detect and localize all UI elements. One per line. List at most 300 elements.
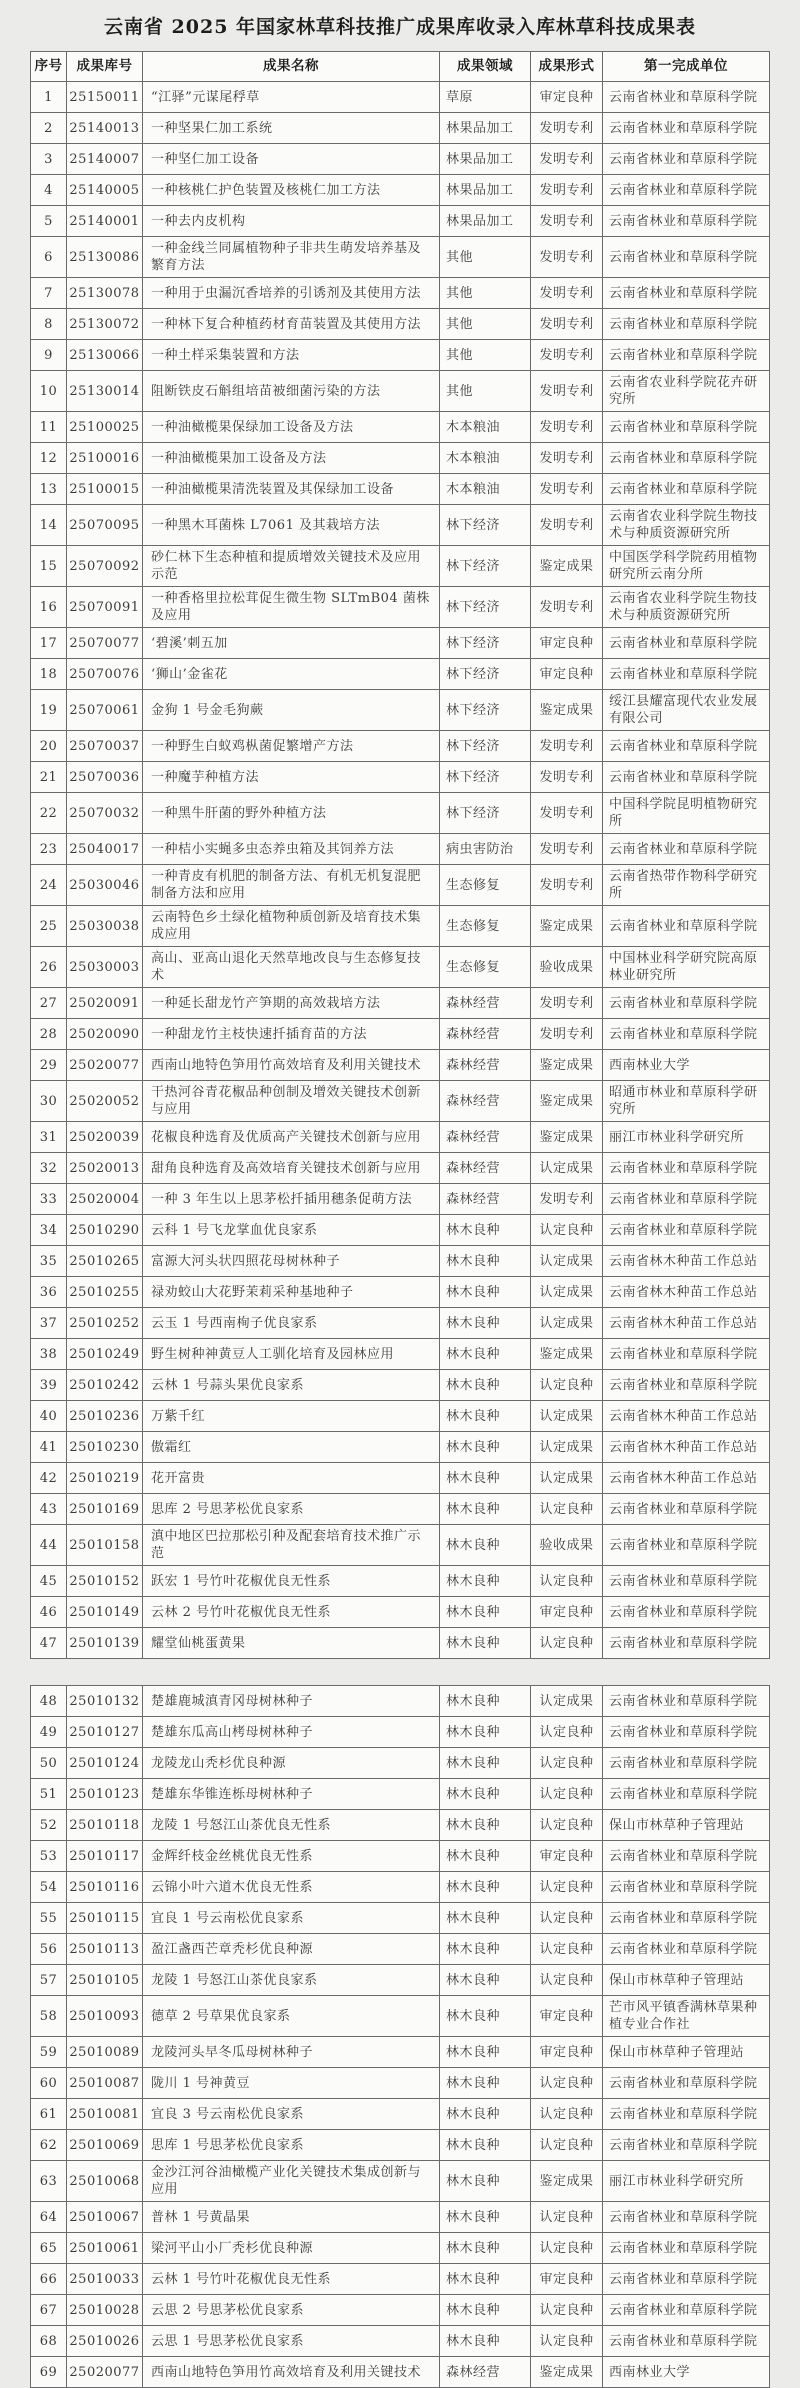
achievement-field: 森林经营 (440, 1050, 531, 1081)
record-id: 25010028 (67, 2295, 143, 2326)
table-row (31, 1370, 770, 1401)
row-index: 5 (31, 206, 67, 237)
achievement-name: 一种油橄榄果清洗装置及其保绿加工设备 (143, 474, 440, 505)
achievement-field: 森林经营 (440, 1081, 531, 1122)
row-index: 48 (31, 1686, 67, 1717)
record-id: 25140001 (67, 206, 143, 237)
row-index: 58 (31, 1996, 67, 2037)
col-header-achievement-name: 成果名称 (143, 52, 440, 82)
col-header-row-index: 序号 (31, 52, 67, 82)
first-completing-unit: 芒市风平镇香满林草果种植专业合作社 (603, 1996, 770, 2037)
row-index: 23 (31, 834, 67, 865)
achievement-name: 一种林下复合种植药材育苗装置及其使用方法 (143, 309, 440, 340)
achievement-form: 认定成果 (531, 1308, 603, 1339)
table-row (31, 113, 770, 144)
achievement-name: 一种去内皮机构 (143, 206, 440, 237)
achievement-name: 一种野生白蚁鸡枞菌促繁增产方法 (143, 731, 440, 762)
row-index: 69 (31, 2357, 67, 2388)
achievement-form: 认定良种 (531, 1934, 603, 1965)
first-completing-unit: 云南省林业和草原科学院 (603, 1494, 770, 1525)
achievement-name: ‘碧溪’刺五加 (143, 628, 440, 659)
achievement-form: 审定良种 (531, 82, 603, 113)
table-row (31, 278, 770, 309)
achievement-field: 林木良种 (440, 1965, 531, 1996)
table-row (31, 1965, 770, 1996)
record-id: 25010089 (67, 2037, 143, 2068)
achievement-name: 金辉纤枝金丝桃优良无性系 (143, 1841, 440, 1872)
table-row (31, 82, 770, 113)
row-index: 1 (31, 82, 67, 113)
first-completing-unit: 云南省林业和草原科学院 (603, 1184, 770, 1215)
first-completing-unit: 云南省林业和草原科学院 (603, 731, 770, 762)
row-index: 10 (31, 371, 67, 412)
achievement-field: 林木良种 (440, 1934, 531, 1965)
record-id: 25010123 (67, 1779, 143, 1810)
table-row (31, 762, 770, 793)
row-index: 15 (31, 546, 67, 587)
achievement-form: 认定良种 (531, 2295, 603, 2326)
table-row (31, 1996, 770, 2037)
record-id: 25010115 (67, 1903, 143, 1934)
achievement-name: 龙陵 1 号怒江山茶优良无性系 (143, 1810, 440, 1841)
achievement-field: 林木良种 (440, 1339, 531, 1370)
record-id: 25070092 (67, 546, 143, 587)
record-id: 25150011 (67, 82, 143, 113)
record-id: 25010242 (67, 1370, 143, 1401)
achievement-form: 发明专利 (531, 175, 603, 206)
record-id: 25010087 (67, 2068, 143, 2099)
achievement-form: 发明专利 (531, 587, 603, 628)
achievement-field: 林木良种 (440, 2202, 531, 2233)
row-index: 55 (31, 1903, 67, 1934)
achievement-name: ‘狮山’金雀花 (143, 659, 440, 690)
row-index: 38 (31, 1339, 67, 1370)
row-index: 67 (31, 2295, 67, 2326)
table-row (31, 340, 770, 371)
row-index: 8 (31, 309, 67, 340)
achievement-name: 楚雄东华锥连栎母树林种子 (143, 1779, 440, 1810)
achievement-form: 认定成果 (531, 1153, 603, 1184)
row-index: 31 (31, 1122, 67, 1153)
row-index: 11 (31, 412, 67, 443)
first-completing-unit: 云南省农业科学院生物技术与种质资源研究所 (603, 587, 770, 628)
achievement-form: 认定良种 (531, 1628, 603, 1659)
achievement-form: 认定良种 (531, 1779, 603, 1810)
first-completing-unit: 云南省林业和草原科学院 (603, 2233, 770, 2264)
record-id: 25070036 (67, 762, 143, 793)
achievement-field: 木本粮油 (440, 412, 531, 443)
achievement-name: 思库 1 号思茅松优良家系 (143, 2130, 440, 2161)
table-row (31, 1401, 770, 1432)
first-completing-unit: 西南林业大学 (603, 1050, 770, 1081)
achievement-field: 其他 (440, 237, 531, 278)
row-index: 30 (31, 1081, 67, 1122)
achievement-name: 一种坚果仁加工系统 (143, 113, 440, 144)
achievement-name: 宜良 3 号云南松优良家系 (143, 2099, 440, 2130)
achievement-form: 发明专利 (531, 505, 603, 546)
achievement-name: 西南山地特色笋用竹高效培育及利用关键技术 (143, 2357, 440, 2388)
record-id: 25010116 (67, 1872, 143, 1903)
achievement-name: 野生树种神黄豆人工驯化培育及园林应用 (143, 1339, 440, 1370)
achievement-form: 认定良种 (531, 2068, 603, 2099)
table-header (31, 52, 770, 82)
achievement-name: 禄劝蛟山大花野茉莉采种基地种子 (143, 1277, 440, 1308)
achievement-name: 甜角良种选育及高效培育关键技术创新与应用 (143, 1153, 440, 1184)
first-completing-unit: 云南省林业和草原科学院 (603, 340, 770, 371)
table-row (31, 1686, 770, 1717)
table-row (31, 1748, 770, 1779)
table-row (31, 1184, 770, 1215)
row-index: 21 (31, 762, 67, 793)
achievement-name: 梁河平山小厂秃杉优良种源 (143, 2233, 440, 2264)
table-row (31, 1934, 770, 1965)
record-id: 25010093 (67, 1996, 143, 2037)
first-completing-unit: 保山市林草种子管理站 (603, 1965, 770, 1996)
record-id: 25030003 (67, 947, 143, 988)
table-row (31, 1872, 770, 1903)
achievement-field: 林木良种 (440, 2068, 531, 2099)
record-id: 25070095 (67, 505, 143, 546)
first-completing-unit: 云南省林业和草原科学院 (603, 2264, 770, 2295)
table-row (31, 1308, 770, 1339)
table-row (31, 144, 770, 175)
achievement-field: 林木良种 (440, 1841, 531, 1872)
first-completing-unit: 云南省农业科学院花卉研究所 (603, 371, 770, 412)
achievement-field: 林木良种 (440, 1717, 531, 1748)
first-completing-unit: 云南省林业和草原科学院 (603, 144, 770, 175)
achievement-name: 一种青皮有机肥的制备方法、有机无机复混肥制备方法和应用 (143, 865, 440, 906)
achievement-form: 发明专利 (531, 1184, 603, 1215)
row-index: 62 (31, 2130, 67, 2161)
achievement-name: “江驿”元谋尾稃草 (143, 82, 440, 113)
record-id: 25010219 (67, 1463, 143, 1494)
achievement-name: 一种桔小实蝇多虫态养虫箱及其饲养方法 (143, 834, 440, 865)
achievement-field: 林木良种 (440, 2326, 531, 2357)
record-id: 25010061 (67, 2233, 143, 2264)
record-id: 25010249 (67, 1339, 143, 1370)
table-row (31, 2161, 770, 2202)
table-row (31, 988, 770, 1019)
first-completing-unit: 云南省林业和草原科学院 (603, 2130, 770, 2161)
table-row (31, 1597, 770, 1628)
first-completing-unit: 云南省林业和草原科学院 (603, 762, 770, 793)
record-id: 25140013 (67, 113, 143, 144)
achievement-form: 鉴定成果 (531, 1081, 603, 1122)
achievement-form: 鉴定成果 (531, 1122, 603, 1153)
table-row (31, 1903, 770, 1934)
achievement-name: 云林 2 号竹叶花椒优良无性系 (143, 1597, 440, 1628)
first-completing-unit: 昭通市林业和草原科学研究所 (603, 1081, 770, 1122)
achievement-form: 鉴定成果 (531, 2357, 603, 2388)
row-index: 25 (31, 906, 67, 947)
row-index: 52 (31, 1810, 67, 1841)
table-row (31, 731, 770, 762)
achievement-name: 一种核桃仁护色装置及核桃仁加工方法 (143, 175, 440, 206)
achievement-form: 认定良种 (531, 2202, 603, 2233)
record-id: 25010236 (67, 1401, 143, 1432)
achievement-name: 一种 3 年生以上思茅松扦插用穗条促萌方法 (143, 1184, 440, 1215)
row-index: 35 (31, 1246, 67, 1277)
achievement-name: 云南特色乡土绿化植物种质创新及培育技术集成应用 (143, 906, 440, 947)
first-completing-unit: 丽江市林业科学研究所 (603, 2161, 770, 2202)
row-index: 50 (31, 1748, 67, 1779)
table-row (31, 2130, 770, 2161)
row-index: 56 (31, 1934, 67, 1965)
first-completing-unit: 云南省林木种苗工作总站 (603, 1246, 770, 1277)
table-row (31, 947, 770, 988)
table-row (31, 412, 770, 443)
record-id: 25010152 (67, 1566, 143, 1597)
row-index: 6 (31, 237, 67, 278)
achievement-name: 云思 1 号思茅松优良家系 (143, 2326, 440, 2357)
table-row (31, 546, 770, 587)
achievement-field: 林下经济 (440, 628, 531, 659)
first-completing-unit: 云南省林业和草原科学院 (603, 1370, 770, 1401)
record-id: 25010124 (67, 1748, 143, 1779)
table-row (31, 1810, 770, 1841)
table-row (31, 1432, 770, 1463)
achievement-name: 思库 2 号思茅松优良家系 (143, 1494, 440, 1525)
record-id: 25010113 (67, 1934, 143, 1965)
achievement-form: 鉴定成果 (531, 1339, 603, 1370)
first-completing-unit: 保山市林草种子管理站 (603, 1810, 770, 1841)
row-index: 20 (31, 731, 67, 762)
first-completing-unit: 云南省农业科学院生物技术与种质资源研究所 (603, 505, 770, 546)
table-body-part-2 (31, 1686, 770, 2388)
row-index: 12 (31, 443, 67, 474)
row-index: 49 (31, 1717, 67, 1748)
row-index: 37 (31, 1308, 67, 1339)
first-completing-unit: 云南省林业和草原科学院 (603, 1597, 770, 1628)
achievement-field: 林木良种 (440, 1432, 531, 1463)
achievement-field: 林木良种 (440, 2161, 531, 2202)
page-title: 云南省 2025 年国家林草科技推广成果库收录入库林草科技成果表 (103, 16, 697, 38)
row-index: 34 (31, 1215, 67, 1246)
table-section-gap (0, 1659, 800, 1685)
achievement-form: 认定成果 (531, 1401, 603, 1432)
first-completing-unit: 云南省林业和草原科学院 (603, 309, 770, 340)
achievement-name: 宜良 1 号云南松优良家系 (143, 1903, 440, 1934)
achievement-form: 认定成果 (531, 1246, 603, 1277)
achievement-field: 林木良种 (440, 1779, 531, 1810)
achievement-name: 砂仁林下生态种植和提质增效关键技术及应用示范 (143, 546, 440, 587)
achievement-field: 其他 (440, 278, 531, 309)
achievement-form: 认定良种 (531, 1872, 603, 1903)
achievement-name: 龙陵河头早冬瓜母树林种子 (143, 2037, 440, 2068)
achievement-field: 林木良种 (440, 2130, 531, 2161)
achievement-form: 鉴定成果 (531, 690, 603, 731)
table-body-part-1 (31, 82, 770, 1659)
record-id: 25020052 (67, 1081, 143, 1122)
first-completing-unit: 云南省林业和草原科学院 (603, 2068, 770, 2099)
achievement-form: 认定良种 (531, 2099, 603, 2130)
first-completing-unit: 丽江市林业科学研究所 (603, 1122, 770, 1153)
achievement-field: 林木良种 (440, 1628, 531, 1659)
record-id: 25040017 (67, 834, 143, 865)
achievement-name: 金沙江河谷油橄榄产业化关键技术集成创新与应用 (143, 2161, 440, 2202)
achievement-name: 一种香格里拉松茸促生微生物 SLTmB04 菌株及应用 (143, 587, 440, 628)
achievement-form: 认定良种 (531, 2326, 603, 2357)
first-completing-unit: 云南省林业和草原科学院 (603, 1339, 770, 1370)
record-id: 25100015 (67, 474, 143, 505)
achievement-field: 林木良种 (440, 1277, 531, 1308)
record-id: 25010139 (67, 1628, 143, 1659)
first-completing-unit: 绥江县耀富现代农业发展有限公司 (603, 690, 770, 731)
row-index: 29 (31, 1050, 67, 1081)
achievement-form: 审定良种 (531, 1597, 603, 1628)
first-completing-unit: 云南省林业和草原科学院 (603, 1019, 770, 1050)
achievement-form: 鉴定成果 (531, 546, 603, 587)
table-row (31, 628, 770, 659)
achievement-form: 发明专利 (531, 206, 603, 237)
row-index: 53 (31, 1841, 67, 1872)
achievement-name: 花椒良种选育及优质高产关键技术创新与应用 (143, 1122, 440, 1153)
row-index: 61 (31, 2099, 67, 2130)
record-id: 25010132 (67, 1686, 143, 1717)
record-id: 25010069 (67, 2130, 143, 2161)
achievement-field: 森林经营 (440, 1019, 531, 1050)
row-index: 40 (31, 1401, 67, 1432)
table-row (31, 175, 770, 206)
col-header-record-id: 成果库号 (67, 52, 143, 82)
row-index: 2 (31, 113, 67, 144)
row-index: 64 (31, 2202, 67, 2233)
first-completing-unit: 中国林业科学研究院高原林业研究所 (603, 947, 770, 988)
row-index: 17 (31, 628, 67, 659)
achievement-name: 西南山地特色笋用竹高效培育及利用关键技术 (143, 1050, 440, 1081)
row-index: 39 (31, 1370, 67, 1401)
achievement-field: 林木良种 (440, 1748, 531, 1779)
achievement-form: 认定良种 (531, 2233, 603, 2264)
row-index: 4 (31, 175, 67, 206)
table-row (31, 1525, 770, 1566)
achievement-name: 傲霜红 (143, 1432, 440, 1463)
achievement-form: 发明专利 (531, 762, 603, 793)
achievement-form: 审定良种 (531, 2264, 603, 2295)
achievement-field: 草原 (440, 82, 531, 113)
achievement-field: 木本粮油 (440, 474, 531, 505)
row-index: 14 (31, 505, 67, 546)
achievement-field: 生态修复 (440, 947, 531, 988)
achievement-name: 龙陵龙山秃杉优良种源 (143, 1748, 440, 1779)
col-header-first-completing-unit: 第一完成单位 (603, 52, 770, 82)
achievement-form: 发明专利 (531, 793, 603, 834)
table-row (31, 474, 770, 505)
record-id: 25030046 (67, 865, 143, 906)
first-completing-unit: 云南省林木种苗工作总站 (603, 1277, 770, 1308)
achievement-name: 一种金线兰同属植物种子非共生萌发培养基及繁育方法 (143, 237, 440, 278)
record-id: 25020091 (67, 988, 143, 1019)
table-row (31, 443, 770, 474)
achievement-name: 一种油橄榄果保绿加工设备及方法 (143, 412, 440, 443)
table-row (31, 1122, 770, 1153)
row-index: 51 (31, 1779, 67, 1810)
achievement-name: 一种延长甜龙竹产笋期的高效栽培方法 (143, 988, 440, 1019)
table-row (31, 906, 770, 947)
achievement-name: 龙陵 1 号怒江山茶优良家系 (143, 1965, 440, 1996)
record-id: 25100025 (67, 412, 143, 443)
achievement-field: 林下经济 (440, 793, 531, 834)
first-completing-unit: 云南省林业和草原科学院 (603, 1748, 770, 1779)
record-id: 25010127 (67, 1717, 143, 1748)
achievement-form: 验收成果 (531, 947, 603, 988)
achievement-form: 发明专利 (531, 443, 603, 474)
achievement-field: 林木良种 (440, 1525, 531, 1566)
achievement-name: 高山、亚高山退化天然草地改良与生态修复技术 (143, 947, 440, 988)
record-id: 25010026 (67, 2326, 143, 2357)
achievement-field: 林下经济 (440, 731, 531, 762)
achievement-field: 森林经营 (440, 1122, 531, 1153)
table-row (31, 659, 770, 690)
achievement-field: 林木良种 (440, 2233, 531, 2264)
results-table-part-2 (30, 1685, 770, 2388)
row-index: 54 (31, 1872, 67, 1903)
table-row (31, 1566, 770, 1597)
achievement-form: 发明专利 (531, 113, 603, 144)
first-completing-unit: 云南省林业和草原科学院 (603, 2202, 770, 2233)
achievement-form: 认定良种 (531, 1903, 603, 1934)
achievement-form: 审定良种 (531, 628, 603, 659)
row-index: 32 (31, 1153, 67, 1184)
achievement-form: 认定良种 (531, 1215, 603, 1246)
table-row (31, 2295, 770, 2326)
table-row (31, 1841, 770, 1872)
achievement-form: 审定良种 (531, 2037, 603, 2068)
achievement-form: 认定良种 (531, 1717, 603, 1748)
achievement-form: 发明专利 (531, 731, 603, 762)
record-id: 25010158 (67, 1525, 143, 1566)
achievement-name: 阻断铁皮石斛组培苗被细菌污染的方法 (143, 371, 440, 412)
row-index: 42 (31, 1463, 67, 1494)
achievement-form: 认定良种 (531, 1566, 603, 1597)
achievement-form: 发明专利 (531, 1019, 603, 1050)
table-row (31, 2068, 770, 2099)
achievement-form: 鉴定成果 (531, 1050, 603, 1081)
table-row (31, 834, 770, 865)
achievement-field: 生态修复 (440, 865, 531, 906)
col-header-achievement-form: 成果形式 (531, 52, 603, 82)
row-index: 57 (31, 1965, 67, 1996)
row-index: 66 (31, 2264, 67, 2295)
first-completing-unit: 云南省林业和草原科学院 (603, 1934, 770, 1965)
first-completing-unit: 西南林业大学 (603, 2357, 770, 2388)
table-row (31, 690, 770, 731)
record-id: 25100016 (67, 443, 143, 474)
record-id: 25020004 (67, 1184, 143, 1215)
achievement-name: 一种坚仁加工设备 (143, 144, 440, 175)
record-id: 25140005 (67, 175, 143, 206)
achievement-field: 林木良种 (440, 1401, 531, 1432)
first-completing-unit: 保山市林草种子管理站 (603, 2037, 770, 2068)
achievement-name: 富源大河头状四照花母树林种子 (143, 1246, 440, 1277)
achievement-field: 林下经济 (440, 587, 531, 628)
first-completing-unit: 云南省林业和草原科学院 (603, 113, 770, 144)
achievement-name: 云林 1 号竹叶花椒优良无性系 (143, 2264, 440, 2295)
achievement-form: 认定成果 (531, 1463, 603, 1494)
achievement-name: 普林 1 号黄晶果 (143, 2202, 440, 2233)
col-header-achievement-field: 成果领域 (440, 52, 531, 82)
first-completing-unit: 云南省林业和草原科学院 (603, 412, 770, 443)
achievement-name: 云林 1 号蒜头果优良家系 (143, 1370, 440, 1401)
table-row (31, 1246, 770, 1277)
first-completing-unit: 云南省林业和草原科学院 (603, 206, 770, 237)
record-id: 25130066 (67, 340, 143, 371)
record-id: 25020090 (67, 1019, 143, 1050)
first-completing-unit: 云南省林业和草原科学院 (603, 988, 770, 1019)
record-id: 25010117 (67, 1841, 143, 1872)
first-completing-unit: 云南省林业和草原科学院 (603, 1903, 770, 1934)
table-row (31, 1779, 770, 1810)
